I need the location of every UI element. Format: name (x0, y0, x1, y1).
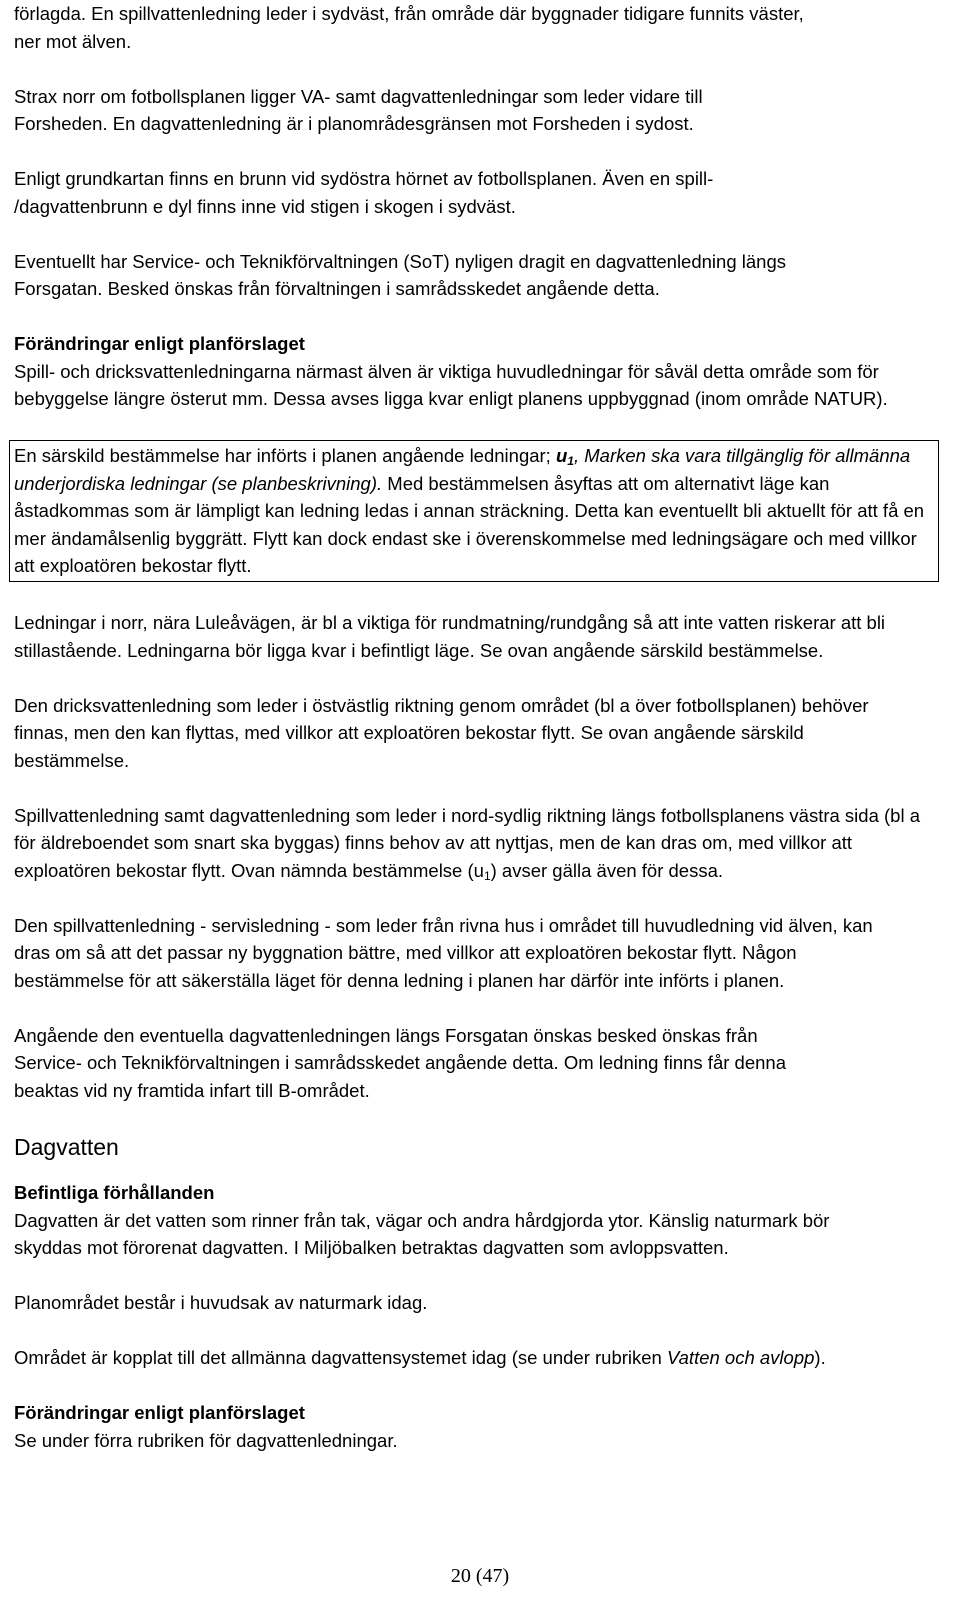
document-page (14, 0, 939, 1454)
u1-symbol: $u_1$ (555, 445, 574, 468)
paragraph-north-pipes: Ledningar i norr, nära Luleåvägen, är bl a viktiga för rundmatning/rundgång så att inte vatten riskerar att bli stillastående. Ledningarna bör ligga kvar i befintligt läge. Se ovan angående särskild bestämmelse. (14, 612, 886, 661)
heading-forandringar-2: Förändringar enligt planförslaget (14, 1402, 305, 1423)
paragraph-va-north: Strax norr om fotbollsplanen ligger VA- samt dagvattenledningar som leder vidare till Forsheden. En dagvattenledning är i planområdesgränsen mot Forsheden i sydost. (14, 85, 703, 134)
paragraph-forsgatan-storm: Angående den eventuella dagvattenledningen längs Forsgatan önskas besked önskas från Service- och Teknikförvaltningen i samrådsskedet angående detta. Om ledning finns får denna beaktas vid ny framtida infart till B-området. (14, 1024, 786, 1101)
paragraph-connected-system: Området är kopplat till det allmänna dagvattensystemet idag (se under rubriken Vatten och avlopp). (14, 1347, 826, 1368)
rubrik-reference: Vatten och avlopp (666, 1347, 815, 1368)
heading-forandringar-1: Förändringar enligt planförslaget (14, 333, 305, 354)
boxed-regulation-note (9, 440, 939, 582)
page-number: 20 (47) (450, 1565, 510, 1587)
paragraph-sewage-north-south: Spillvattenledning samt dagvattenledning som leder i nord-sydlig riktning längs fotbollsplanens västra sida (bl a för äldreboendet som snart ska byggas) finns behov av att nyttjas, men de kan dras om, med villkor att exploatören bekostar flytt. Ovan nämnda bestämmelse $(u_1)$ avser gälla även för dessa. (14, 804, 920, 883)
section-title-dagvatten: Dagvatten (14, 1134, 119, 1160)
heading-befintliga: Befintliga förhållanden (14, 1182, 215, 1203)
paragraph-see-above: Se under förra rubriken för dagvattenledningar. (14, 1429, 398, 1451)
paragraph-naturmark: Planområdet består i huvudsak av naturmark idag. (14, 1292, 428, 1313)
regulation-quote: , Marken ska vara tillgänglig för allmänna underjordiska ledningar (se planbeskrivning). (14, 445, 911, 494)
paragraph-brunn: Enligt grundkartan finns en brunn vid sydöstra hörnet av fotbollsplanen. Även en spill- /dagvattenbrunn e dyl finns inne vid stigen i skogen i sydväst. (14, 168, 714, 217)
paragraph-sot-forsgatan: Eventuellt har Service- och Teknikförvaltningen (SoT) nyligen dragit en dagvattenledning längs Forsgatan. Besked önskas från förvaltningen i samrådsskedet angående detta. (14, 250, 786, 299)
paragraph-drinking-water: Den dricksvattenledning som leder i östvästlig riktning genom området (bl a över fotbollsplanen) behöver finnas, men den kan flyttas, med villkor att exploatören bekostar flytt. Se ovan angående särskild bestämmelse. (14, 694, 869, 771)
paragraph-service-line: Den spillvattenledning - servisledning - som leder från rivna hus i området till huvudledning vid älven, kan dras om så att det passar ny byggnation bättre, med villkor att exploatören bekostar flytt. Någon bestämmelse för att säkerställa läget för denna ledning i planen har därför inte införts i planen. (14, 914, 873, 991)
paragraph-main-pipes: Spill- och dricksvattenledningarna närmast älven är viktiga huvudledningar för såväl detta område som för bebyggelse längre österut mm. Dessa avses ligga kvar enligt planens uppbyggnad (inom område NATUR). (14, 360, 888, 409)
paragraph-previous-continuation: förlagda. En spillvattenledning leder i sydväst, från område där byggnader tidigare funnits väster, ner mot älven. (14, 3, 804, 52)
boxed-regulation-text: En särskild bestämmelse har införts i planen angående ledningar; $u_1$, Marken ska vara tillgänglig för allmänna underjordiska ledningar (se planbeskrivning). Med bestämmelsen åsyftas att om alternativt läge kan åstadkommas som är lämpligt kan ledning ledas i annan sträckning. Detta kan eventuellt bli aktuellt för att få en mer ändamålsenlig byggrätt. Flytt kan dock endast ske i överenskommelse med ledningsägare och med villkor att exploatören bekostar flytt. (14, 445, 925, 576)
paragraph-dagvatten-definition: Dagvatten är det vatten som rinner från tak, vägar och andra hårdgjorda ytor. Känslig naturmark bör skyddas mot förorenat dagvatten. I Miljöbalken betraktas dagvatten som avloppsvatten. (14, 1209, 830, 1258)
